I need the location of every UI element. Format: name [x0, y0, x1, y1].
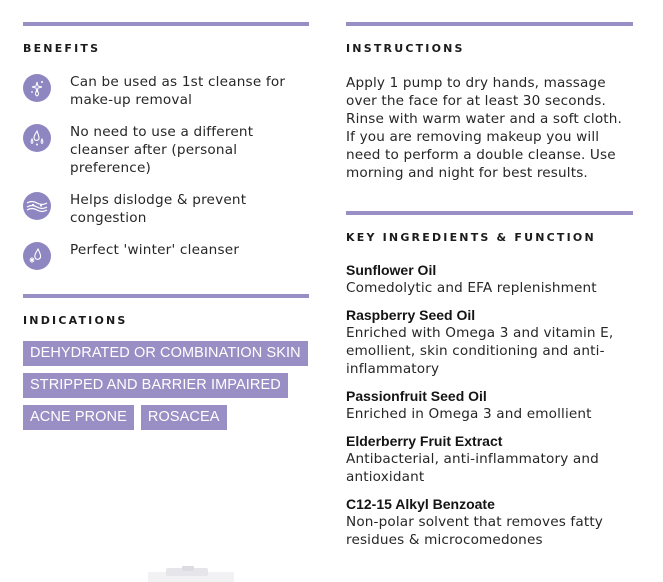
- ingredient-item: [346, 261, 633, 297]
- instructions-text: Apply 1 pump to dry hands, massage over the face for at least 30 seconds. Rinse with warm water and a soft cloth. If you are removing makeup you will need to perform a double cleanse. Use morning and night for best results.: [346, 75, 623, 181]
- benefits-divider: [23, 22, 309, 26]
- drops-icon: [23, 124, 51, 152]
- ingredients-list: [346, 261, 633, 549]
- benefit-item: [23, 73, 309, 109]
- key-ingredients-heading: KEY INGREDIENTS & FUNCTION: [346, 231, 596, 244]
- ingredient-name: Elderberry Fruit Extract: [346, 433, 503, 449]
- benefit-text: No need to use a different cleanser after (personal preference): [70, 124, 254, 176]
- product-image: [148, 566, 234, 582]
- benefits-heading: BENEFITS: [23, 42, 101, 55]
- instructions-heading: INSTRUCTIONS: [346, 42, 465, 55]
- ingredient-function: Comedolytic and EFA replenishment: [346, 280, 597, 296]
- ingredient-item: [346, 306, 633, 378]
- indication-tag: ROSACEA: [141, 405, 227, 430]
- indication-tags: [23, 341, 309, 430]
- ingredient-name: Raspberry Seed Oil: [346, 307, 476, 323]
- left-column: [23, 0, 309, 437]
- ingredient-name: C12-15 Alkyl Benzoate: [346, 496, 495, 512]
- sparkle-drop-icon: [23, 74, 51, 102]
- benefit-text: Perfect 'winter' cleanser: [70, 242, 240, 258]
- benefit-item: [23, 123, 309, 177]
- indications-divider: [23, 294, 309, 298]
- benefit-text: Can be used as 1st cleanse for make-up removal: [70, 74, 286, 108]
- ingredient-name: Sunflower Oil: [346, 262, 437, 278]
- benefits-list: [23, 73, 309, 270]
- indications-heading: INDICATIONS: [23, 314, 128, 327]
- ingredient-function: Antibacterial, anti-inflammatory and antioxidant: [346, 451, 599, 485]
- key-ingredients-divider: [346, 211, 633, 215]
- instructions-divider: [346, 22, 633, 26]
- benefit-item: [23, 241, 309, 270]
- ingredient-item: [346, 387, 633, 423]
- indication-tag: STRIPPED AND BARRIER IMPAIRED: [23, 373, 288, 398]
- ingredient-item: [346, 432, 633, 486]
- right-column: [346, 0, 633, 549]
- ingredient-name: Passionfruit Seed Oil: [346, 388, 487, 404]
- ingredient-item: [346, 495, 633, 549]
- indication-tag: ACNE PRONE: [23, 405, 134, 430]
- benefit-item: [23, 191, 309, 227]
- ingredient-function: Non-polar solvent that removes fatty residues & microcomedones: [346, 514, 603, 548]
- ingredient-function: Enriched in Omega 3 and emollient: [346, 406, 592, 422]
- ingredient-function: Enriched with Omega 3 and vitamin E, emollient, skin conditioning and anti-inflammatory: [346, 325, 614, 377]
- indication-tag: DEHYDRATED OR COMBINATION SKIN: [23, 341, 308, 366]
- pores-icon: [23, 192, 51, 220]
- benefit-text: Helps dislodge & prevent congestion: [70, 192, 247, 226]
- snow-drop-icon: [23, 242, 51, 270]
